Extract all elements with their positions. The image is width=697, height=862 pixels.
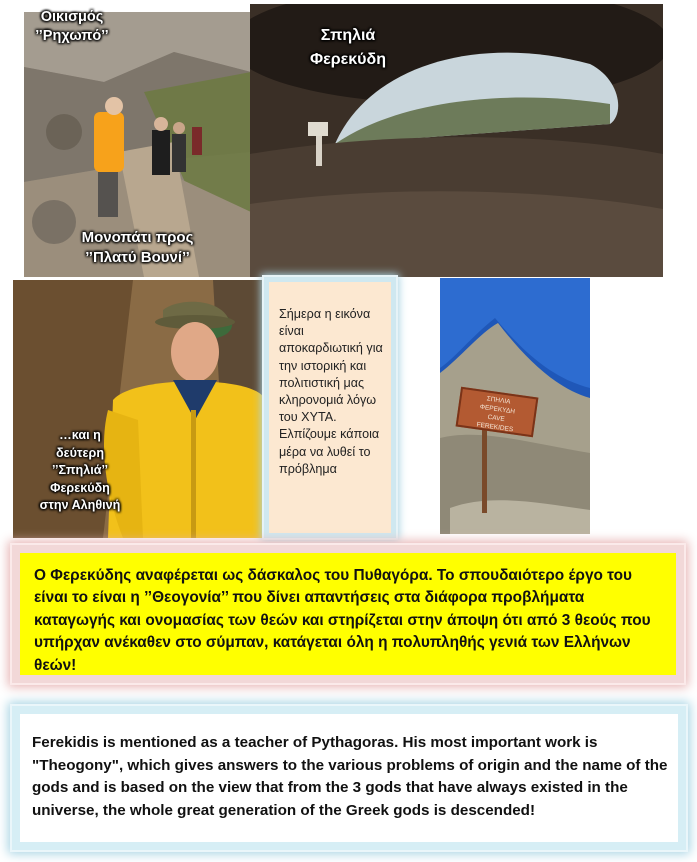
caption-line: στην Αληθινή <box>39 498 121 512</box>
caption-line: Σπηλιά <box>320 27 376 44</box>
photo2-caption <box>288 24 408 72</box>
photo1-bottom-caption <box>55 228 220 268</box>
caption-line: Μονοπάτι προς <box>81 229 194 246</box>
photo1-top-caption <box>28 8 116 46</box>
sign-line: ΣΠΗΛΙΑ <box>486 395 511 406</box>
greek-text: Ο Φερεκύδης αναφέρεται ως δάσκαλος του Πυθαγόρα. Το σπουδαιότερο έργο του είναι το είναι η ’’Θεογονία’’ που δίνει απαντήσεις στα διάφορα προβλήματα καταγωγής και ονομασίας των θεών και στηρίζεται στην άποψη ότι από 3 θεούς που υπήρχαν ανέκαθεν στο σύμπαν, κατάγεται όλη η πολυπληθής γενιά των Ελλήνων θεών! <box>34 567 651 674</box>
caption-line: Οικισμός <box>40 9 104 25</box>
caption-line: Φερεκύδη <box>50 480 110 495</box>
sign-line: FEREKIDES <box>476 421 514 434</box>
caption-line: ’’Πλατύ Βουνί’’ <box>85 249 190 266</box>
caption-line: δεύτερη <box>55 445 105 460</box>
photo3-caption <box>30 427 130 515</box>
sign-line: ΦΕΡΕΚΥΔΗ <box>479 403 516 416</box>
english-text: Ferekidis is mentioned as a teacher of Pythagoras. His most important work is "Theogony", which gives answers to the various problems of origin and the name of the gods and is based on the view that from the 3 gods that have always existed in the universe, the whole great generation of the Greek gods is descended! <box>32 734 668 819</box>
caption-line: Φερεκύδη <box>310 51 386 68</box>
note-box <box>264 277 396 538</box>
english-text-box <box>12 706 686 850</box>
sign-line: CAVE <box>487 413 506 424</box>
greek-text-box <box>12 545 684 683</box>
caption-line: …και η <box>59 428 101 442</box>
caption-line: ’’Ρηχωπό’’ <box>35 28 109 44</box>
caption-line: ’’Σπηλιά’’ <box>52 463 108 477</box>
note-text: Σήμερα η εικόνα είναι αποκαρδιωτική για την ιστορική και πολιτιστική μας κληρονομιά λόγω του ΧΥΤΑ. Ελπίζουμε κάποια μέρα να λυθεί το πρόβλημα <box>279 307 383 476</box>
